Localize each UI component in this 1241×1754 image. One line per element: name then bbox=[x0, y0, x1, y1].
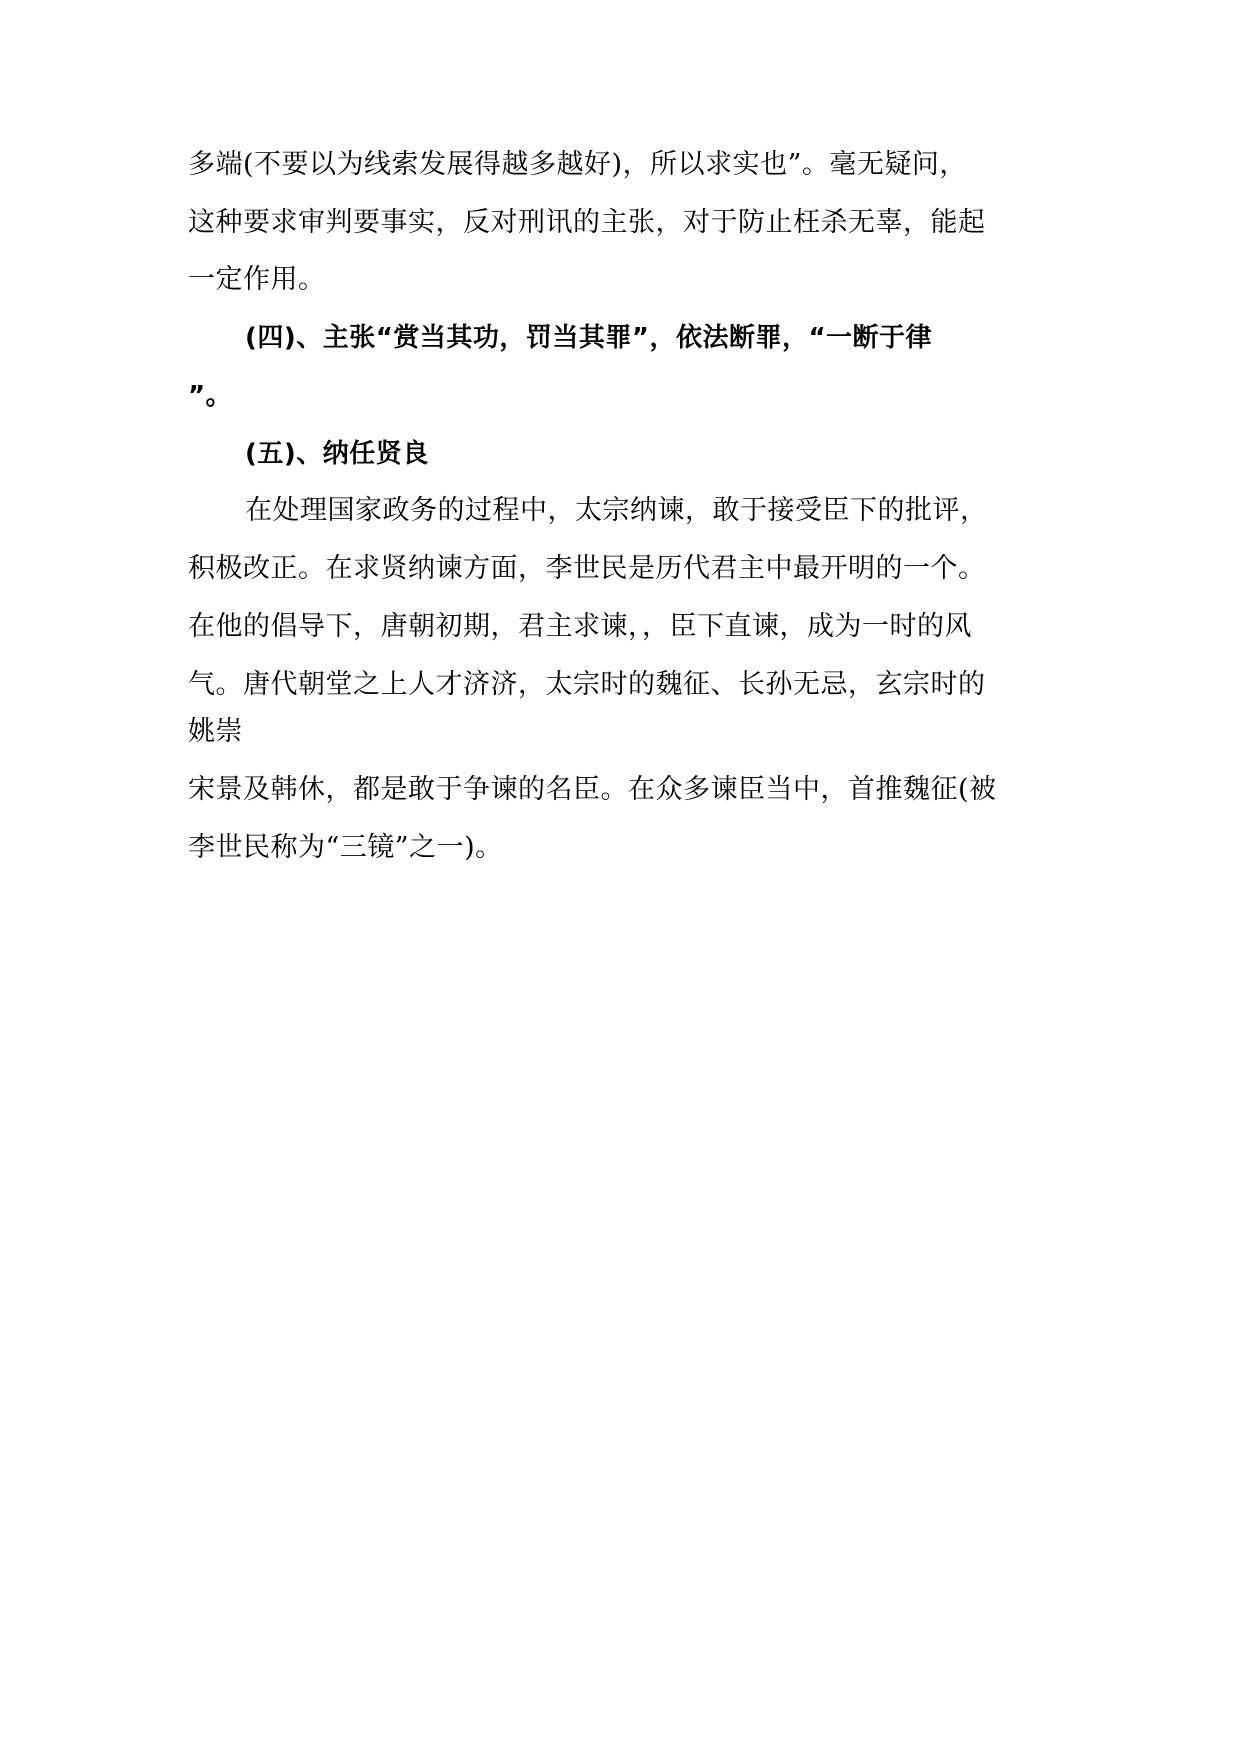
paragraph2-line-3: 在他的倡导下，唐朝初期，君主求谏，，臣下直谏，成为一时的风 bbox=[188, 611, 972, 642]
heading-4-line-1: (四)、主张“赏当其功，罚当其罪”，依法断罪，“一断于律 bbox=[245, 323, 933, 353]
paragraph2-line-7: 李世民称为“三镜”之一)。 bbox=[188, 832, 503, 863]
heading-5: (五)、纳任贤良 bbox=[245, 439, 429, 469]
paragraph2-line-2: 积极改正。在求贤纳谏方面，李世民是历代君主中最开明的一个。 bbox=[188, 553, 986, 584]
paragraph1-line-3: 一定作用。 bbox=[188, 264, 326, 295]
paragraph2-line-6: 宋景及韩休，都是敢于争谏的名臣。在众多谏臣当中，首推魏征(被 bbox=[188, 774, 997, 805]
paragraph2-line-5: 姚崇 bbox=[188, 716, 243, 747]
heading-4-line-2: ”。 bbox=[188, 381, 233, 411]
paragraph1-line-2: 这种要求审判要事实，反对刑讯的主张，对于防止枉杀无辜，能起 bbox=[188, 207, 986, 238]
paragraph2-line-1: 在处理国家政务的过程中，太宗纳谏，敢于接受臣下的批评， bbox=[245, 495, 988, 526]
paragraph1-line-1: 多端(不要以为线索发展得越多越好)，所以求实也”。毫无疑问， bbox=[188, 149, 967, 180]
paragraph2-line-4: 气。唐代朝堂之上人才济济，太宗时的魏征、长孙无忌，玄宗时的 bbox=[188, 669, 986, 700]
